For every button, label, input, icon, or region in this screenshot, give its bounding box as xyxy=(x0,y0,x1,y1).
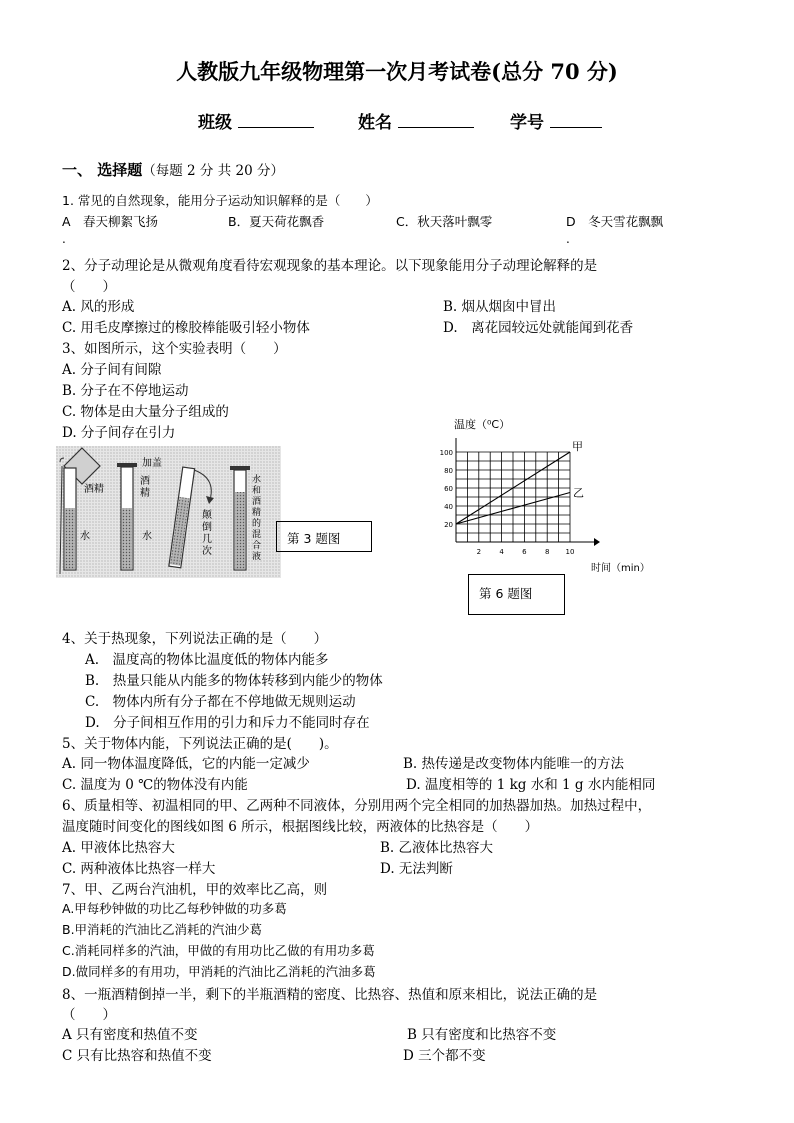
fig3-label-invert-3: 几 xyxy=(202,534,212,545)
q3-option-b[interactable]: B. 分子在不停地运动 xyxy=(62,383,189,399)
fig3-label-mix-8: 液 xyxy=(252,552,262,562)
q6-option-a[interactable]: A. 甲液体比热容大 xyxy=(62,840,175,856)
fig3-label-water1: 水 xyxy=(80,531,90,542)
fig3-caption: 第 3 题图 xyxy=(287,531,341,546)
q7-stem: 7、甲、乙两台汽油机，甲的效率比乙高，则 xyxy=(62,882,328,898)
q1-stem: 1. 常见的自然现象，能用分子运动知识解释的是（ ） xyxy=(62,193,378,208)
x-tick-label: 6 xyxy=(522,548,527,556)
fig6-chart xyxy=(439,406,658,578)
series-label-jia: 甲 xyxy=(572,440,583,453)
class-label: 班级 xyxy=(198,113,232,133)
q5-option-c[interactable]: C. 温度为 0 ℃的物体没有内能 xyxy=(62,777,248,793)
fig3-label-mix-2: 和 xyxy=(252,486,262,496)
fig3-label-mix-3: 酒 xyxy=(252,497,262,507)
x-tick-label: 8 xyxy=(544,548,550,556)
q2-option-b[interactable]: B. 烟从烟囱中冒出 xyxy=(443,299,557,315)
q4-stem: 4、关于热现象，下列说法正确的是（ ） xyxy=(62,631,328,647)
fig3-label-invert-4: 次 xyxy=(202,546,212,557)
q2-stem: 2、分子动理论是从微观角度看待宏观现象的基本理论。以下现象能用分子动理论解释的是 xyxy=(62,258,598,274)
section-heading xyxy=(62,159,284,180)
q4-option-b[interactable]: B. 热量只能从内能多的物体转移到内能少的物体 xyxy=(85,673,383,689)
y-tick-label: 20 xyxy=(444,521,453,529)
q8-option-d[interactable]: D 三个都不变 xyxy=(403,1048,486,1064)
class-blank[interactable] xyxy=(238,111,314,128)
student-id-blank[interactable] xyxy=(550,111,602,128)
fig3-label-invert-1: 颠 xyxy=(202,510,212,521)
q7-option-b[interactable]: B.甲消耗的汽油比乙消耗的汽油少葛 xyxy=(62,922,263,937)
q6-option-b[interactable]: B. 乙液体比热容大 xyxy=(380,840,494,856)
fig3-label-cap: 加盖 xyxy=(142,458,162,469)
x-tick-label: 2 xyxy=(476,548,482,556)
q6-stem-line2: 温度随时间变化的图线如图 6 所示，根据图线比较，两液体的比热容是（ ） xyxy=(62,819,539,835)
q3-option-a[interactable]: A. 分子间有间隙 xyxy=(62,362,162,378)
fig3-label-alcohol1: 酒精 xyxy=(84,484,104,495)
q8-option-c[interactable]: C 只有比热容和热值不变 xyxy=(62,1048,212,1064)
class-field xyxy=(198,108,314,133)
q3-option-d[interactable]: D. 分子间存在引力 xyxy=(62,425,176,441)
chart-ylabel: 温度（⁰C） xyxy=(454,418,511,431)
q6-option-d[interactable]: D. 无法判断 xyxy=(380,861,453,877)
fig3-label-water2: 水 xyxy=(142,531,152,542)
q8-option-b[interactable]: B 只有密度和比热容不变 xyxy=(407,1027,557,1043)
section-note: （每题 2 分 共 20 分） xyxy=(142,163,284,179)
q2-option-d[interactable]: D. 离花园较远处就能闻到花香 xyxy=(443,320,634,336)
page-title: 人教版九年级物理第一次月考试卷(总分 70 分) xyxy=(176,59,618,84)
q3-option-c[interactable]: C. 物体是由大量分子组成的 xyxy=(62,404,229,420)
q8-option-a[interactable]: A 只有密度和热值不变 xyxy=(62,1027,198,1043)
q5-option-a[interactable]: A. 同一物体温度降低，它的内能一定减少 xyxy=(62,756,310,772)
student-id-label: 学号 xyxy=(510,113,544,133)
q1-option-d[interactable]: D 冬天雪花飘飘 xyxy=(566,214,664,229)
fig3-label-mix-4: 精 xyxy=(252,508,262,518)
y-tick-label: 60 xyxy=(444,485,453,493)
q1-option-c[interactable]: C．秋天落叶飘零 xyxy=(396,214,493,229)
name-label: 姓名 xyxy=(358,113,392,133)
q5-stem: 5、关于物体内能，下列说法正确的是( )。 xyxy=(62,736,338,752)
q6-option-c[interactable]: C. 两种液体比热容一样大 xyxy=(62,861,216,877)
q1-dot-d: . xyxy=(566,232,570,246)
q7-option-d[interactable]: D.做同样多的有用功，甲消耗的汽油比乙消耗的汽油多葛 xyxy=(62,964,376,979)
fig3-label-alcohol2b: 精 xyxy=(140,488,150,499)
q7-option-c[interactable]: C.消耗同样多的汽油，甲做的有用功比乙做的有用功多葛 xyxy=(62,943,375,958)
q8-stem: 8、一瓶酒精倒掉一半，剩下的半瓶酒精的密度、比热容、热值和原来相比，说法正确的是 xyxy=(62,987,598,1003)
fig3-label-mix-6: 混 xyxy=(252,530,262,540)
fig3-label-mix-5: 的 xyxy=(252,519,262,529)
q6-stem-line1: 6、质量相等、初温相同的甲、乙两种不同液体，分别用两个完全相同的加热器加热。加热过程中， xyxy=(62,798,652,814)
x-tick-label: 4 xyxy=(499,548,504,556)
q2-option-c[interactable]: C. 用毛皮摩擦过的橡胶棒能吸引轻小物体 xyxy=(62,320,310,336)
q4-option-d[interactable]: D. 分子间相互作用的引力和斥力不能同时存在 xyxy=(85,715,370,731)
name-field xyxy=(358,108,474,133)
y-tick-label: 40 xyxy=(444,503,453,511)
q2-option-a[interactable]: A. 风的形成 xyxy=(62,299,135,315)
q4-option-a[interactable]: A. 温度高的物体比温度低的物体内能多 xyxy=(85,652,329,668)
fig3-label-mix-7: 合 xyxy=(252,541,262,551)
fig3-illustration xyxy=(56,446,281,578)
series-label-yi: 乙 xyxy=(573,486,584,500)
y-tick-label: 100 xyxy=(439,449,453,457)
q5-option-d[interactable]: D. 温度相等的 1 kg 水和 1 g 水内能相同 xyxy=(406,777,656,793)
q8-paren: （ ） xyxy=(62,1007,116,1023)
x-tick-label: 10 xyxy=(565,548,575,556)
chart-xlabel: 时间（min） xyxy=(591,563,650,574)
section-title: 一、 选择题 xyxy=(62,161,143,179)
name-blank[interactable] xyxy=(398,111,474,128)
student-id-field xyxy=(510,108,602,133)
q1-dot-a: . xyxy=(62,232,66,246)
y-tick-label: 80 xyxy=(444,467,453,475)
q5-option-b[interactable]: B. 热传递是改变物体内能唯一的方法 xyxy=(403,756,625,772)
fig3-label-mix-1: 水 xyxy=(252,475,262,485)
tube-2-cap xyxy=(117,463,137,467)
fig3-label-invert-2: 倒 xyxy=(202,522,212,533)
x-axis-arrow-icon xyxy=(594,538,600,546)
fig3-label-alcohol2: 酒 xyxy=(140,476,150,487)
q2-paren: （ ） xyxy=(62,279,116,295)
q1-option-b[interactable]: B．夏天荷花飘香 xyxy=(228,214,325,229)
fig6-caption: 第 6 题图 xyxy=(479,586,533,601)
q7-option-a[interactable]: A.甲每秒钟做的功比乙每秒钟做的功多葛 xyxy=(62,901,287,916)
fig3-caption-box xyxy=(276,521,372,552)
q1-option-a[interactable]: A 春天柳絮飞扬 xyxy=(62,214,159,229)
q4-option-c[interactable]: C. 物体内所有分子都在不停地做无规则运动 xyxy=(85,694,356,710)
fig6-caption-box xyxy=(468,574,565,615)
q3-stem: 3、如图所示，这个实验表明（ ） xyxy=(62,341,287,357)
chart-ticks xyxy=(440,449,575,556)
